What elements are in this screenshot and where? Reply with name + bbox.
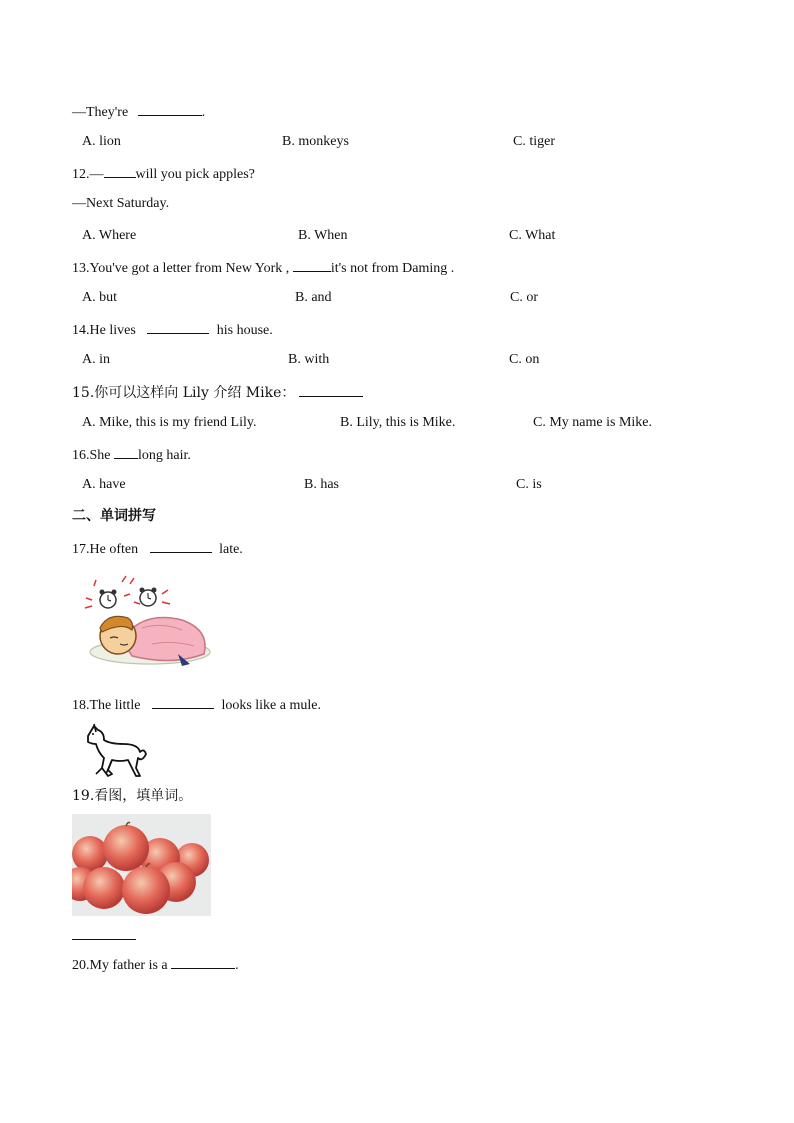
- q14-option-a[interactable]: A. in: [82, 352, 110, 367]
- sleeping-boy-alarm-clock-image: [82, 570, 212, 678]
- q14-question: 14.He lives his house.: [72, 320, 273, 340]
- q15-option-a[interactable]: A. Mike, this is my friend Lily.: [82, 415, 257, 430]
- section-title: 二、单词拼写: [72, 508, 156, 524]
- q12-option-c[interactable]: C. What: [509, 228, 556, 243]
- q16-option-b[interactable]: B. has: [304, 477, 339, 492]
- q18-blank[interactable]: [152, 695, 214, 709]
- q13-option-b[interactable]: B. and: [295, 290, 332, 305]
- q15-option-c[interactable]: C. My name is Mike.: [533, 415, 652, 430]
- q11-option-b[interactable]: B. monkeys: [282, 134, 349, 149]
- q12-blank[interactable]: [104, 164, 136, 178]
- q19-question: 19.看图，填单词。: [72, 788, 193, 804]
- q13-blank[interactable]: [293, 258, 331, 272]
- q16-question: 16.She long hair.: [72, 445, 191, 465]
- q13-option-a[interactable]: A. but: [82, 290, 117, 305]
- q19-answer-blank[interactable]: [72, 939, 136, 940]
- q15-option-b[interactable]: B. Lily, this is Mike.: [340, 415, 456, 430]
- q16-option-c[interactable]: C. is: [516, 477, 542, 492]
- q11-option-a[interactable]: A. lion: [82, 134, 121, 149]
- q14-blank[interactable]: [147, 320, 209, 334]
- q13-option-c[interactable]: C. or: [510, 290, 538, 305]
- q20-question: 20.My father is a .: [72, 955, 239, 975]
- apples-image: [72, 814, 211, 916]
- q12-option-a[interactable]: A. Where: [82, 228, 137, 243]
- q17-blank[interactable]: [150, 539, 212, 553]
- horse-image: [82, 722, 148, 778]
- q11-blank[interactable]: [138, 102, 202, 116]
- q14-option-c[interactable]: C. on: [509, 352, 540, 367]
- q12-answer: —Next Saturday.: [72, 196, 170, 211]
- q18-question: 18.The little looks like a mule.: [72, 695, 321, 715]
- q20-blank[interactable]: [171, 955, 235, 969]
- q14-option-b[interactable]: B. with: [288, 352, 330, 367]
- q12-option-b[interactable]: B. When: [298, 228, 348, 243]
- q17-question: 17.He often late.: [72, 539, 243, 559]
- q13-question: 13.You've got a letter from New York , it's not from Daming .: [72, 258, 454, 278]
- q15-question: 15.你可以这样向 Lily 介绍 Mike：: [72, 383, 363, 403]
- q11-option-c[interactable]: C. tiger: [513, 134, 555, 149]
- q16-blank[interactable]: [114, 445, 138, 459]
- q12-question: 12.— will you pick apples?: [72, 164, 255, 184]
- q11-answer-line: —They're .: [72, 102, 205, 122]
- q16-option-a[interactable]: A. have: [82, 477, 126, 492]
- q15-blank[interactable]: [299, 383, 363, 397]
